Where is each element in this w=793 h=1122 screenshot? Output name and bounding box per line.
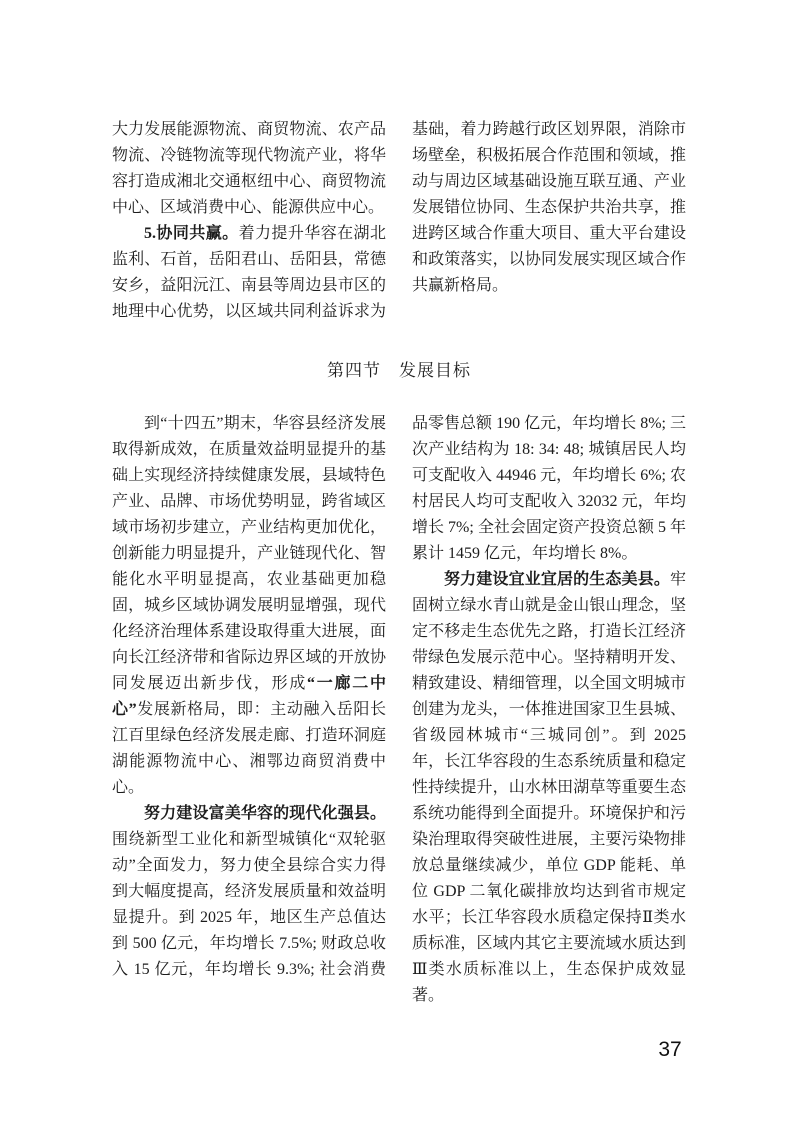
text-run: 围绕新型工业化和新型城镇化“双轮驱动”全面发力，努力使全县综合实力得到大幅度提高，经济发展质量和效益明显提升。到 2025 年，地区生产总值达到 500 亿元，年均增长 7.5%; 财政总收入 15 亿元，年均增长 9.3%; 社会消费 — [112, 831, 386, 978]
goals-right-column — [412, 411, 686, 1009]
bold-text-run: 努力建设宜业宜居的生态美县。 — [444, 571, 670, 588]
paragraph — [112, 801, 386, 983]
goals-section — [112, 411, 686, 1009]
bold-text-run: 努力建设富美华容的现代化强县。 — [144, 805, 386, 822]
paragraph — [112, 221, 386, 325]
bold-text-run: 5.协同共赢。 — [144, 225, 239, 242]
paragraph — [412, 117, 686, 299]
goals-left-column — [112, 411, 386, 1009]
text-run: 品零售总额 190 亿元，年均增长 8%; 三次产业结构为 18: 34: 48; 城镇居民人均可支配收入 44946 元，年均增长 6%; 农村居民人均可支配收入 32032 元，年均增长 7%; 全社会固定资产投资总额 5 年累计 1459 亿元，年均增长 8%。 — [412, 415, 686, 562]
text-run: 大力发展能源物流、商贸物流、农产品物流、冷链物流等现代物流产业，将华容打造成湘北交通枢纽中心、商贸物流中心、区域消费中心、能源供应中心。 — [112, 121, 386, 216]
bold-text-run: “一廊二中心” — [112, 675, 386, 718]
section-heading: 第四节 发展目标 — [327, 361, 471, 380]
top-right-column — [412, 117, 686, 325]
text-run: 到“十四五”期末，华容县经济发展取得新成效，在质量效益明显提升的基础上实现经济持续健康发展，县域特色产业、品牌、市场优势明显，跨省域区域市场初步建立，产业结构更加优化，创新能力明显提升，产业链现代化、智能化水平明显提高，农业基础更加稳固，城乡区域协调发展明显增强，现代化经济治理体系建设取得重大进展，面向长江经济带和省际边界区域的开放协同发展迈出新步伐，形成 — [112, 415, 386, 692]
text-run: 基础，着力跨越行政区划界限，消除市场壁垒，积极拓展合作范围和领域，推动与周边区域基础设施互联互通、产业发展错位协同、生态保护共治共享，推进跨区域合作重大项目、重大平台建设和政策落实，以协同发展实现区域合作共赢新格局。 — [412, 121, 686, 294]
top-section — [112, 117, 686, 325]
paragraph — [412, 411, 686, 567]
paragraph — [412, 567, 686, 1009]
top-left-column — [112, 117, 386, 325]
text-run: 牢固树立绿水青山就是金山银山理念，坚定不移走生态优先之路，打造长江经济带绿色发展示范中心。坚持精明开发、精致建设、精细管理，以全国文明城市创建为龙头，一体推进国家卫生县城、省级园林城市“三城同创”。到 2025 年，长江华容段的生态系统质量和稳定性持续提升，山水林田湖草等重要生态系统功能得到全面提升。环境保护和污染治理取得突破性进展，主要污染物排放总量继续减少，单位 GDP 能耗、单位 GDP 二氧化碳排放均达到省市规定水平；长江华容段水质稳定保持Ⅱ类水质标准，区域内其它主要流域水质达到Ⅲ类水质标准以上，生态保护成效显著。 — [412, 571, 686, 1004]
paragraph — [112, 411, 386, 801]
text-run: 发展新格局，即：主动融入岳阳长江百里绿色经济发展走廊、打造环洞庭湖能源物流中心、湘鄂边商贸消费中心。 — [112, 701, 386, 796]
text-run: 着力提升华容在湖北监利、石首，岳阳君山、岳阳县，常德安乡，益阳沅江、南县等周边县市区的地理中心优势，以区域共同利益诉求为 — [112, 225, 386, 320]
paragraph — [112, 117, 386, 221]
page-number: 37 — [658, 1038, 682, 1061]
